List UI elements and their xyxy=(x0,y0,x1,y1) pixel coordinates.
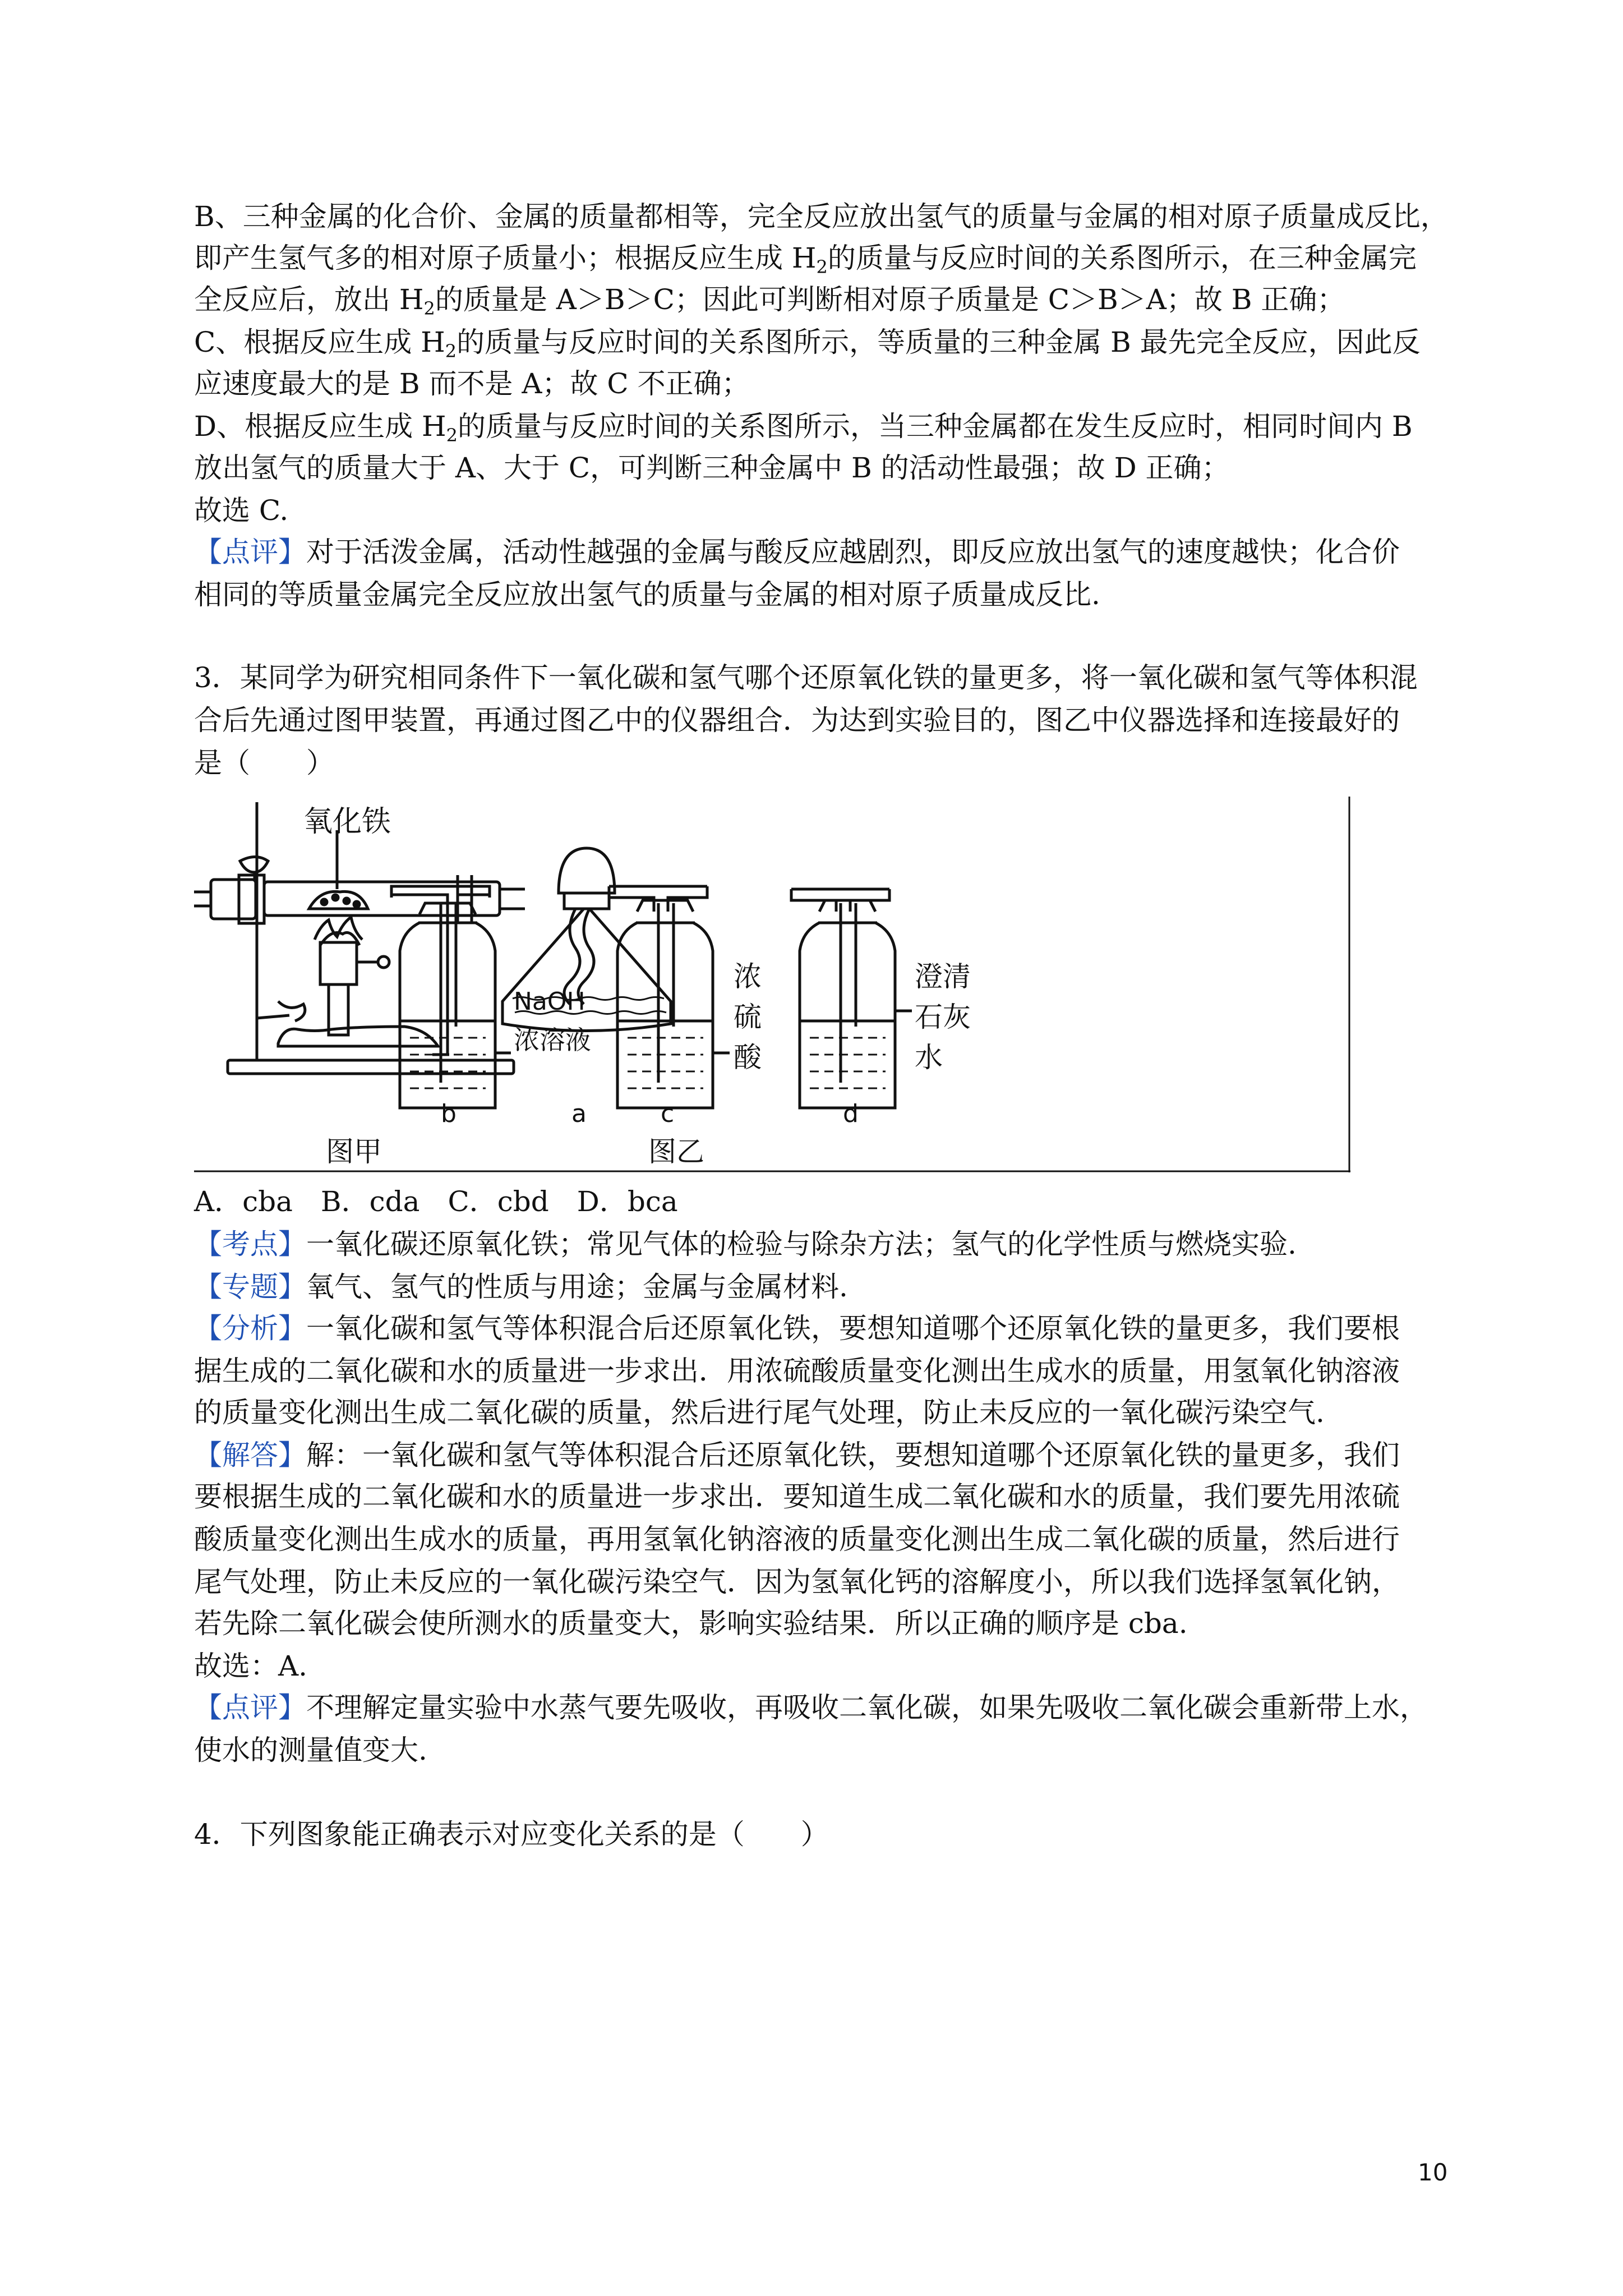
text-line: 相同的等质量金属完全反应放出氢气的质量与金属的相对原子质量成反比. xyxy=(194,578,1100,611)
answer-line: 故选 C. xyxy=(194,494,289,527)
text-line: 全反应后，放出 $H_2$的质量是 A＞B＞C；因此可判断相对原子质量是 C＞B＞A；故 B 正确； xyxy=(194,283,1345,319)
text-line: 的质量变化测出生成二氧化碳的质量，然后进行尾气处理，防止未反应的一氧化碳污染空气. xyxy=(194,1396,1325,1429)
jieda-tag: 【解答】 xyxy=(194,1439,306,1471)
fenxi-line: 【分析】一氧化碳和氢气等体积混合后还原氧化铁，要想知道哪个还原氧化铁的量更多，我们要根 xyxy=(194,1312,1400,1345)
kaodian-line: 【考点】一氧化碳还原氧化铁；常见气体的检验与除杂方法；氢气的化学性质与燃烧实验. xyxy=(194,1228,1297,1260)
text-line: C、根据反应生成 $H_2$的质量与反应时间的关系图所示，等质量的三种金属 B 最先完全反应，因此反 xyxy=(194,326,1421,362)
label-iron-oxide: 氧化铁 xyxy=(303,805,391,839)
label-lime-1: 澄清 xyxy=(915,960,971,993)
text-line: 即产生氢气多的相对原子质量小；根据反应生成 $H_2$的质量与反应时间的关系图所示，在三种金属完 xyxy=(194,242,1417,278)
apparatus-figure xyxy=(194,797,1350,1172)
label-lime-2: 石灰 xyxy=(915,1001,971,1033)
review-line: 【点评】对于活泼金属，活动性越强的金属与酸反应越剧烈，即反应放出氢气的速度越快；化合价 xyxy=(194,536,1400,568)
iron-stand xyxy=(194,802,525,1074)
answer-line: 故选：A. xyxy=(194,1650,308,1682)
question-stem: 合后先通过图甲装置，再通过图乙中的仪器组合．为达到实验目的，图乙中仪器选择和连接最好的 xyxy=(194,704,1400,737)
label-c: c xyxy=(661,1099,675,1128)
label-naoh: NaOH xyxy=(514,987,585,1016)
dianping-tag: 【点评】 xyxy=(194,1691,306,1724)
text-line: D、根据反应生成 $H_2$的质量与反应时间的关系图所示，当三种金属都在发生反应时，相同时间内 B xyxy=(194,410,1413,446)
review-tag: 【点评】 xyxy=(194,536,306,568)
caption-yi: 图乙 xyxy=(648,1135,704,1168)
text-line: 要根据生成的二氧化碳和水的质量进一步求出．要知道生成二氧化碳和水的质量，我们要先用浓硫 xyxy=(194,1480,1400,1513)
label-conc-1: 浓 xyxy=(734,960,762,993)
question-stem: 3．某同学为研究相同条件下一氧化碳和氢气哪个还原氧化铁的量更多，将一氧化碳和氢气等体积混 xyxy=(194,661,1418,694)
label-conc-2: 硫 xyxy=(734,1001,762,1033)
kaodian-tag: 【考点】 xyxy=(194,1228,306,1260)
label-b: b xyxy=(441,1099,457,1128)
label-d: d xyxy=(843,1099,859,1128)
label-conc-3: 酸 xyxy=(734,1041,762,1074)
text-line: 放出氢气的质量大于 A、大于 C，可判断三种金属中 B 的活动性最强；故 D 正确； xyxy=(194,452,1230,484)
jieda-line: 【解答】解：一氧化碳和氢气等体积混合后还原氧化铁，要想知道哪个还原氧化铁的量更多，我们 xyxy=(194,1439,1400,1471)
page-number: 10 xyxy=(1418,2159,1448,2186)
label-a: a xyxy=(571,1099,587,1128)
label-naoh-solution: 浓溶液 xyxy=(514,1025,591,1055)
zhuanti-line: 【专题】氧气、氢气的性质与用途；金属与金属材料. xyxy=(194,1271,848,1303)
text-line: 应速度最大的是 B 而不是 A；故 C 不正确； xyxy=(194,367,750,400)
options-line: A．cba B．cda C．cbd D．bca xyxy=(194,1185,678,1218)
text-line: 使水的测量值变大. xyxy=(194,1734,427,1766)
dianping-line: 【点评】不理解定量实验中水蒸气要先吸收，再吸收二氧化碳，如果先吸收二氧化碳会重新带上水， xyxy=(194,1691,1428,1724)
wash-bottle-d xyxy=(791,889,912,1108)
caption-jia: 图甲 xyxy=(326,1135,382,1168)
question-stem: 4．下列图象能正确表示对应变化关系的是（ ） xyxy=(194,1818,829,1851)
text-line: 尾气处理，防止未反应的一氧化碳污染空气．因为氢氧化钙的溶解度小，所以我们选择氢氧化钠， xyxy=(194,1566,1400,1598)
question-stem: 是（ ） xyxy=(194,747,334,779)
zhuanti-tag: 【专题】 xyxy=(194,1271,306,1303)
text-line: 酸质量变化测出生成水的质量，再用氢氧化钠溶液的质量变化测出生成二氧化碳的质量，然后进行 xyxy=(194,1523,1400,1556)
fenxi-tag: 【分析】 xyxy=(194,1312,306,1345)
label-lime-3: 水 xyxy=(915,1041,943,1074)
text-line: B、三种金属的化合价、金属的质量都相等，完全反应放出氢气的质量与金属的相对原子质量成反比， xyxy=(194,200,1449,233)
text-line: 若先除二氧化碳会使所测水的质量变大，影响实验结果．所以正确的顺序是 cba. xyxy=(194,1607,1188,1640)
text-line: 据生成的二氧化碳和水的质量进一步求出．用浓硫酸质量变化测出生成水的质量，用氢氧化钠溶液 xyxy=(194,1355,1400,1387)
